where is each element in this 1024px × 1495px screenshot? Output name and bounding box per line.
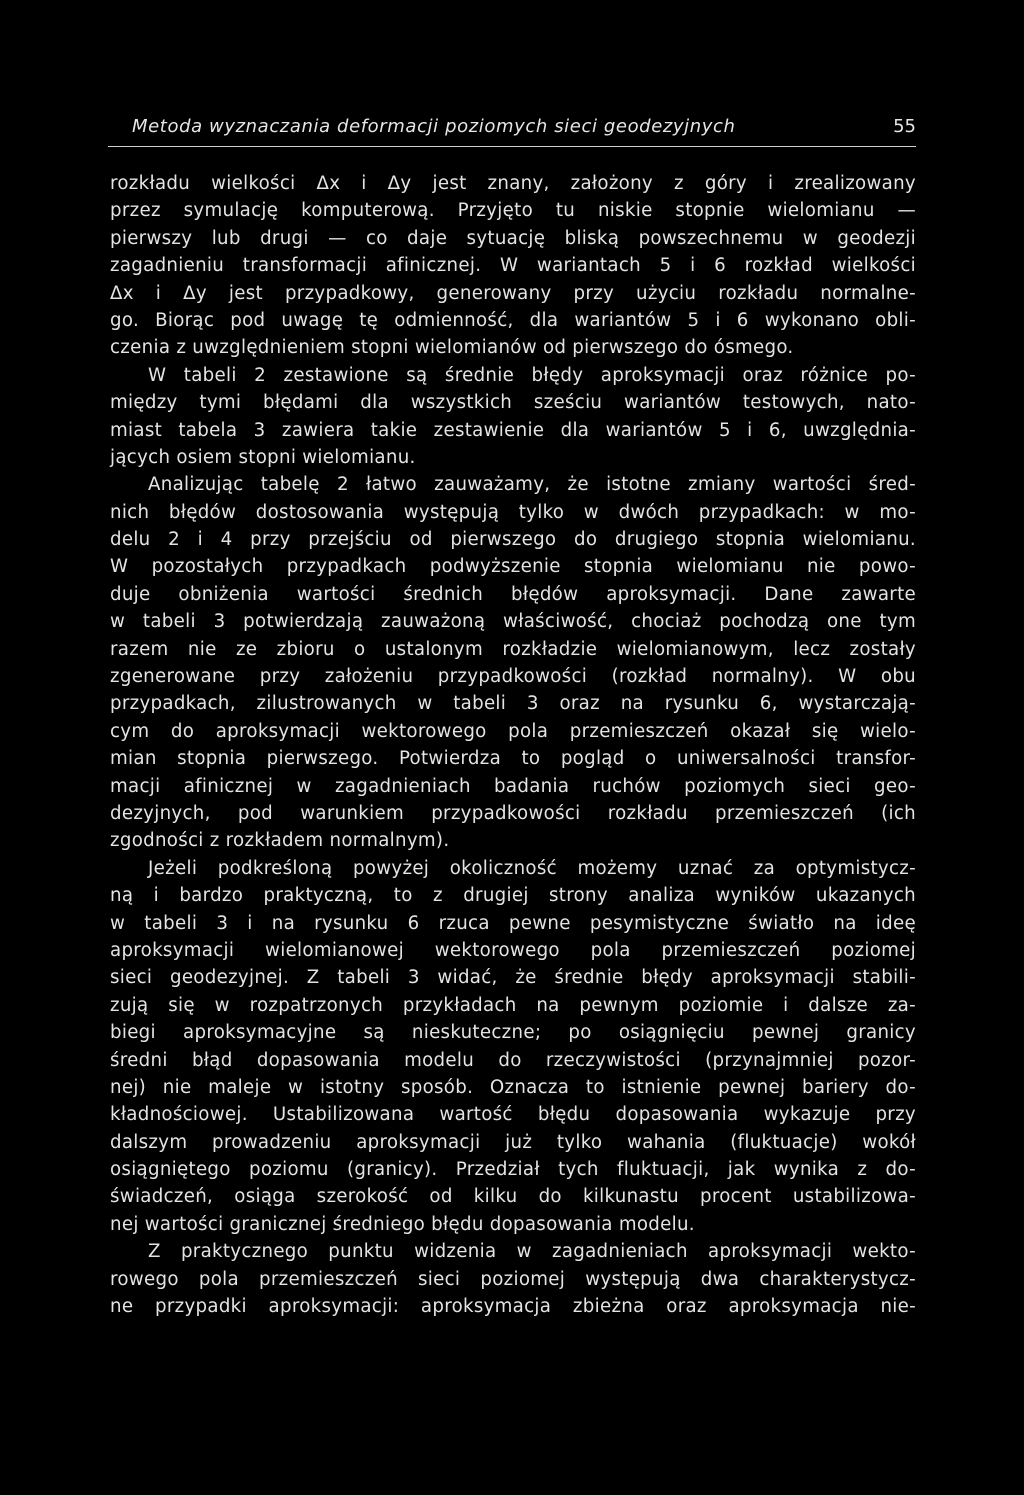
page-number: 55 [893,116,916,137]
text-line: macji afinicznej w zagadnieniach badania ruchów poziomych sieci geo- [110,775,916,797]
text-line: go. Biorąc pod uwagę tę odmienność, dla wariantów 5 i 6 wykonano obli- [110,309,916,331]
text-line: Jeżeli podkreśloną powyżej okoliczność możemy uznać za optymistycz- [148,857,916,879]
text-line: biegi aproksymacyjne są nieskuteczne; po osiągnięciu pewnej granicy [110,1022,916,1044]
text-line: sieci geodezyjnej. Z tabeli 3 widać, że średnie błędy aproksymacji stabili- [110,967,916,989]
text-line: świadczeń, osiąga szerokość od kilku do kilkunastu procent ustabilizowa- [110,1186,916,1208]
text-line: cym do aproksymacji wektorowego pola przemieszczeń okazał się wielo- [110,720,916,742]
text-line: dalszym prowadzeniu aproksymacji już tylko wahania (fluktuacje) wokół [110,1131,916,1153]
text-line: zgenerowane przy założeniu przypadkowości (rozkład normalny). W obu [110,666,916,688]
text-line: W tabeli 2 zestawione są średnie błędy aproksymacji oraz różnice po- [148,364,916,386]
text-line: przez symulację komputerową. Przyjęto tu niskie stopnie wielomianu — [110,200,916,222]
text-line: nich błędów dostosowania występują tylko w dwóch przypadkach: w mo- [110,501,916,523]
text-line: delu 2 i 4 przy przejściu od pierwszego do drugiego stopnia wielomianu. [110,529,916,551]
text-line: mian stopnia pierwszego. Potwierdza to pogląd o uniwersalności transfor- [110,748,916,770]
text-line: kładnościowej. Ustabilizowana wartość błędu dopasowania wykazuje przy [110,1104,916,1126]
text-line: ne przypadki aproksymacji: aproksymacja zbieżna oraz aproksymacja nie- [110,1296,916,1318]
running-title: Metoda wyznaczania deformacji poziomych sieci geodezyjnych [132,116,736,137]
text-line: W pozostałych przypadkach podwyższenie stopnia wielomianu nie powo- [110,556,916,578]
text-line: nej) nie maleje w istotny sposób. Oznacza to istnienie pewnej bariery do- [110,1076,916,1098]
text-line: Z praktycznego punktu widzenia w zagadnieniach aproksymacji wekto- [148,1241,916,1263]
text-line: aproksymacji wielomianowej wektorowego pola przemieszczeń poziomej [110,939,916,961]
text-line: pierwszy lub drugi — co daje sytuację bliską powszechnemu w geodezji [110,227,916,249]
text-line: w tabeli 3 i na rysunku 6 rzuca pewne pesymistyczne światło na ideę [110,912,916,934]
text-line: między tymi błędami dla wszystkich sześciu wariantów testowych, nato- [110,392,916,414]
text-line: osiągniętego poziomu (granicy). Przedział tych fluktuacji, jak wynika z do- [110,1159,916,1181]
body-text [110,170,916,1320]
text-line: rozkładu wielkości Δx i Δy jest znany, założony z góry i zrealizowany [110,173,916,194]
text-line: czenia z uwzględnieniem stopni wielomianów od pierwszego do ósmego. [110,337,794,359]
text-line: w tabeli 3 potwierdzają zauważoną właściwość, chociaż pochodzą one tym [110,611,916,633]
text-line: dezyjnych, pod warunkiem przypadkowości rozkładu przemieszczeń (ich [110,802,916,824]
text-line: Analizując tabelę 2 łatwo zauważamy, że istotne zmiany wartości śred- [148,474,916,496]
text-line: ną i bardzo praktyczną, to z drugiej strony analiza wyników ukazanych [110,885,916,907]
text-line: średni błąd dopasowania modelu do rzeczywistości (przynajmniej pozor- [110,1049,916,1071]
text-line: razem nie ze zbioru o ustalonym rozkładzie wielomianowym, lecz zostały [110,638,916,660]
text-line: przypadkach, zilustrowanych w tabeli 3 oraz na rysunku 6, wystarczają- [110,693,916,715]
text-line: jących osiem stopni wielomianu. [110,446,416,468]
text-line: zagadnieniu transformacji afinicznej. W wariantach 5 i 6 rozkład wielkości [110,255,916,277]
running-header [108,116,916,147]
text-line: Δx i Δy jest przypadkowy, generowany przy użyciu rozkładu normalne- [110,282,916,304]
text-line: nej wartości granicznej średniego błędu dopasowania modelu. [110,1213,695,1235]
text-line: zgodności z rozkładem normalnym). [110,830,450,852]
text-line: zują się w rozpatrzonych przykładach na pewnym poziomie i dalsze za- [110,994,916,1016]
text-line: miast tabela 3 zawiera takie zestawienie dla wariantów 5 i 6, uwzględnia- [110,419,916,441]
text-line: duje obniżenia wartości średnich błędów aproksymacji. Dane zawarte [110,583,916,605]
text-line: rowego pola przemieszczeń sieci poziomej występują dwa charakterystycz- [110,1268,916,1290]
